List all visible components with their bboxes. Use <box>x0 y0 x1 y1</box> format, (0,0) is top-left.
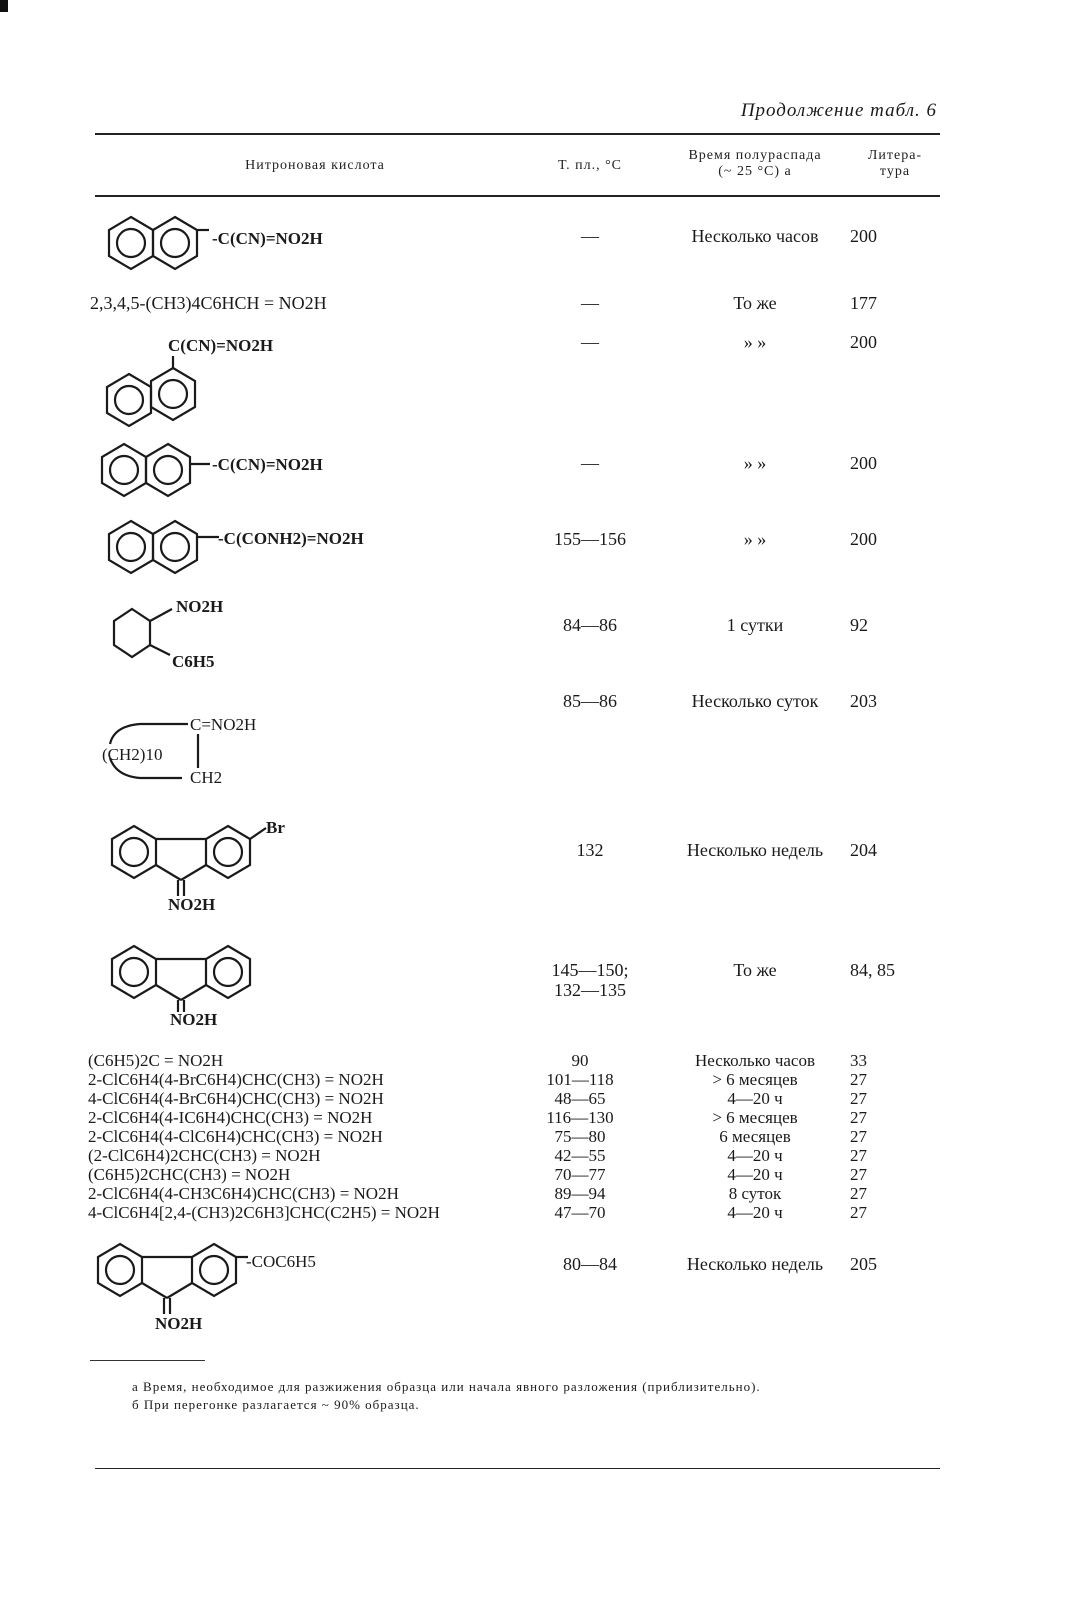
row-5-mp: 84—86 <box>563 615 617 635</box>
row-8-literature: 84, 85 <box>850 960 895 980</box>
naphthalene-structure <box>105 517 223 577</box>
formula-list-half-life: Несколько часов > 6 месяцев 4—20 ч > 6 месяцев 6 месяцев 4—20 ч 4—20 ч 8 суток 4—20 ч <box>694 1051 815 1222</box>
row-5-top-substituent: NO2H <box>176 597 224 616</box>
row-3-half-life: » » <box>743 453 767 473</box>
row-3-mp: — <box>581 453 599 473</box>
last-row-half-life: Несколько недель <box>686 1254 824 1274</box>
last-row-mp: 80—84 <box>563 1254 617 1274</box>
row-7-half-life: Несколько недель <box>686 840 824 860</box>
table-header-rule <box>95 195 940 197</box>
header-mp: Т. пл., °C <box>557 158 623 173</box>
benzoylfluorene-structure <box>90 1240 250 1320</box>
footnote-a: а Время, необходимое для разжижения образца или начала явного разложения (приблизительно). <box>132 1379 761 1394</box>
naphthalene-structure <box>98 440 216 500</box>
last-row-bottom-substituent: NO2H <box>155 1314 203 1333</box>
fluorene-structure <box>104 942 264 1014</box>
row-5-bottom-substituent: C6H5 <box>172 652 215 671</box>
row-4-substituent: -C(CONH2)=NO2H <box>218 529 364 548</box>
row-2-literature: 200 <box>850 332 877 352</box>
row-6-substituent-b: (CH2)10 <box>102 745 163 764</box>
formula-list: (C6H5)2C = NO2H 2-ClC6H4(4-BrC6H4)CHC(CH3) = NO2H 4-ClC6H4(4-BrC6H4)CHC(CH3) = NO2H 2-ClC6H4(4-IC6H4)CHC(CH3) = NO2H 2-ClC6H4(4-ClC6H4)CHC(CH3) = NO2H (2-ClC6H4)2CHC(CH3) = NO2H (C6H5)2CHC(CH3) = NO2H 2-ClC6H4(4-CH3C6H4)CHC(CH3) = NO2H 4-ClC6H4[2,4-(CH3)2C6H3]CHC(C2H5) = NO2H <box>88 1051 440 1222</box>
bromofluorene-structure <box>104 818 274 900</box>
row-3-literature: 200 <box>850 453 877 473</box>
row-4-mp: 155—156 <box>554 529 626 549</box>
page-corner-mark <box>0 0 8 12</box>
row-5-half-life: 1 сутки <box>726 615 784 635</box>
row-6-substituent-a: C=NO2H <box>190 715 257 734</box>
row-0-substituent: -C(CN)=NO2H <box>212 229 323 248</box>
header-half-life: Время полураспада (~ 25 °C) а <box>688 148 822 179</box>
page-bottom-rule <box>95 1468 940 1469</box>
header-literature: Литера- тура <box>867 148 923 179</box>
formula-list-literature: 33 27 27 27 27 27 27 27 27 <box>850 1051 867 1222</box>
row-0-mp: — <box>581 226 599 246</box>
row-1-mp: — <box>581 293 599 313</box>
row-4-literature: 200 <box>850 529 877 549</box>
row-6-substituent-c: CH2 <box>190 768 223 787</box>
row-4-half-life: » » <box>743 529 767 549</box>
row-0-literature: 200 <box>850 226 877 246</box>
last-row-literature: 205 <box>850 1254 877 1274</box>
row-1-formula: 2,3,4,5-(CH3)4C6HCH = NO2H <box>90 293 327 313</box>
row-6-mp: 85—86 <box>563 691 617 711</box>
footnote-b: б При перегонке разлагается ~ 90% образца. <box>132 1397 420 1412</box>
row-7-bottom-substituent: NO2H <box>168 895 216 914</box>
row-0-half-life: Несколько часов <box>691 226 819 246</box>
table-top-rule <box>95 133 940 135</box>
row-1-half-life: То же <box>733 293 777 313</box>
row-7-top-substituent: Br <box>266 818 285 837</box>
row-8-mp: 145—150; 132—135 <box>551 960 629 1000</box>
row-8-bottom-substituent: NO2H <box>170 1010 218 1029</box>
naphthalene-structure <box>105 213 215 273</box>
row-1-literature: 177 <box>850 293 877 313</box>
row-2-substituent: C(CN)=NO2H <box>168 336 274 355</box>
naphthalene-1-structure <box>103 356 203 426</box>
formula-list-mp: 90 101—118 48—65 116—130 75—80 42—55 70—77 89—94 47—70 <box>546 1051 614 1222</box>
row-3-substituent: -C(CN)=NO2H <box>212 455 323 474</box>
row-7-literature: 204 <box>850 840 877 860</box>
row-2-half-life: » » <box>743 332 767 352</box>
row-5-literature: 92 <box>850 615 868 635</box>
table-caption: Продолжение табл. 6 <box>740 100 937 121</box>
row-6-half-life: Несколько суток <box>691 691 819 711</box>
row-7-mp: 132 <box>576 840 604 860</box>
row-2-mp: — <box>581 332 599 352</box>
footnote-rule <box>90 1360 205 1361</box>
row-8-half-life: То же <box>733 960 777 980</box>
header-acid: Нитроновая кислота <box>245 158 385 173</box>
last-row-right-substituent: -COC6H5 <box>246 1252 316 1271</box>
row-6-literature: 203 <box>850 691 877 711</box>
